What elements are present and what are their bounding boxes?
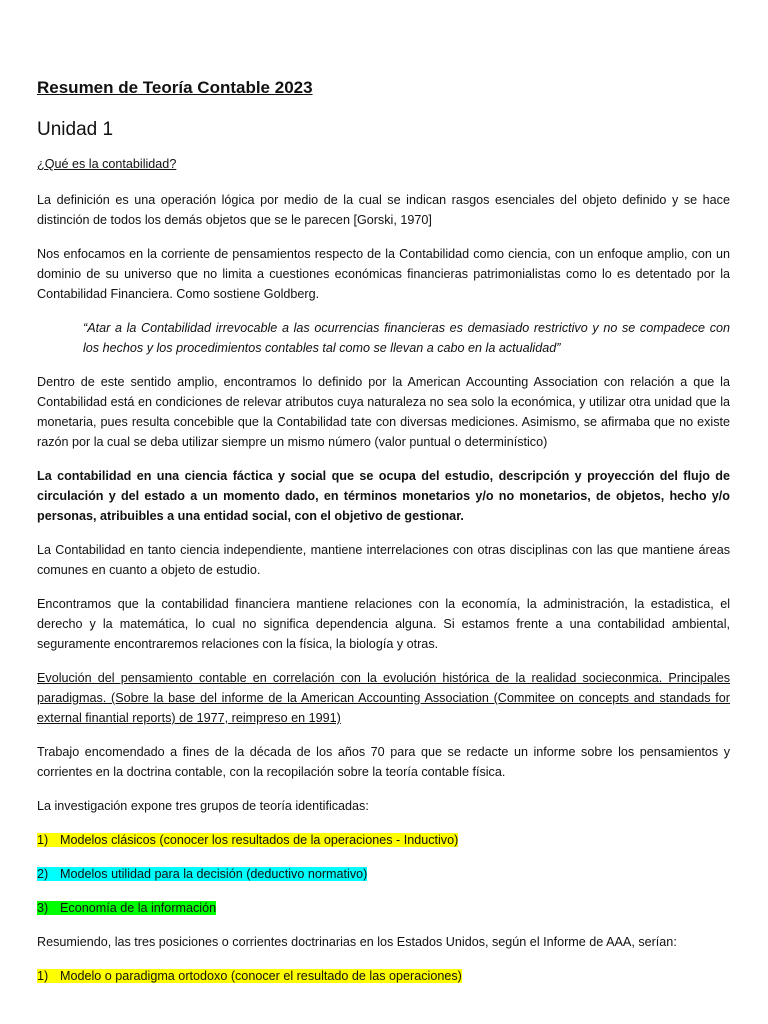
highlight-green: 3) Economía de la información bbox=[37, 901, 217, 915]
paragraph-ciencia-factica: La contabilidad en una ciencia fáctica y social que se ocupa del estudio, descripción y proyección del flujo de circulación y del estado a un momento dado, en términos monetarios y/o no monetarios, de objetos, hecho y/o personas, atribuibles a una entidad social, con el objetivo de gestionar. bbox=[37, 469, 730, 523]
paragraph-resumiendo: Resumiendo, las tres posiciones o corrientes doctrinarias en los Estados Unidos, según el Informe de AAA, serían: bbox=[37, 935, 677, 949]
highlight-yellow: 1) Modelos clásicos (conocer los resultados de la operaciones - Inductivo) bbox=[37, 833, 459, 847]
quote-goldberg: “Atar a la Contabilidad irrevocable a las ocurrencias financieras es demasiado restrictivo y no se compadece con los hechos y los procedimientos contables tal como se llevan a cabo en la actualidad” bbox=[83, 321, 730, 355]
paragraph-aaa: Dentro de este sentido amplio, encontramos lo definido por la American Accounting Association con relación a que la Contabilidad está en condiciones de relevar atributos cuya naturaleza no sea solo la económica, y utilizar otra unidad que la monetaria, pues resulta concebible que la Contabilidad tate con diversas mediciones. Asimismo, se afirmaba que no existe razón por la cual se deba utilizar siempre un mismo número (valor puntual o determinístico) bbox=[37, 375, 730, 449]
paragraph-interrelaciones: La Contabilidad en tanto ciencia independiente, mantiene interrelaciones con otras disciplinas con las que mantiene áreas comunes en cuanto a objeto de estudio. bbox=[37, 543, 730, 577]
list-item bbox=[37, 864, 730, 884]
list-item bbox=[37, 830, 730, 850]
unit-heading: Unidad 1 bbox=[37, 119, 114, 140]
highlight-cyan: 2) Modelos utilidad para la decisión (deductivo normativo) bbox=[37, 867, 368, 881]
list-item bbox=[37, 898, 730, 918]
highlight-yellow: 1) Modelo o paradigma ortodoxo (conocer el resultado de las operaciones) bbox=[37, 969, 462, 983]
paragraph-relaciones: Encontramos que la contabilidad financiera mantiene relaciones con la economía, la administración, la estadistica, el derecho y la matemática, lo cual no significa dependencia alguna. Si estamos frente a una contabilidad ambiental, seguramente encontraremos relaciones con la física, la biología y otras. bbox=[37, 597, 730, 651]
paragraph-investigacion: La investigación expone tres grupos de teoría identificadas: bbox=[37, 799, 369, 813]
section-evolution-heading: Evolución del pensamiento contable en correlación con la evolución histórica de la realidad socieconmica. Principales paradigmas. (Sobre la base del informe de la American Accounting Association (Commitee on concepts and standads for external finantial reports) de 1977, reimpreso en 1991) bbox=[37, 671, 730, 725]
list-item bbox=[37, 966, 730, 986]
section-question-heading: ¿Qué es la contabilidad? bbox=[37, 157, 177, 171]
paragraph-trabajo: Trabajo encomendado a fines de la década de los años 70 para que se redacte un informe sobre los pensamientos y corrientes en la doctrina contable, con la recopilación sobre la teoría contable física. bbox=[37, 745, 730, 779]
paragraph-goldberg: Nos enfocamos en la corriente de pensamientos respecto de la Contabilidad como ciencia, con un enfoque amplio, con un dominio de su universo que no limita a cuestiones económicas financieras patrimonialistas como lo es detentado por la Contabilidad Financiera. Como sostiene Goldberg. bbox=[37, 247, 730, 301]
document-title: Resumen de Teoría Contable 2023 bbox=[37, 78, 313, 97]
paragraph-definition: La definición es una operación lógica por medio de la cual se indican rasgos esenciales del objeto definido y se hace distinción de todos los demás objetos que se le parecen [Gorski, 1970] bbox=[37, 193, 730, 227]
